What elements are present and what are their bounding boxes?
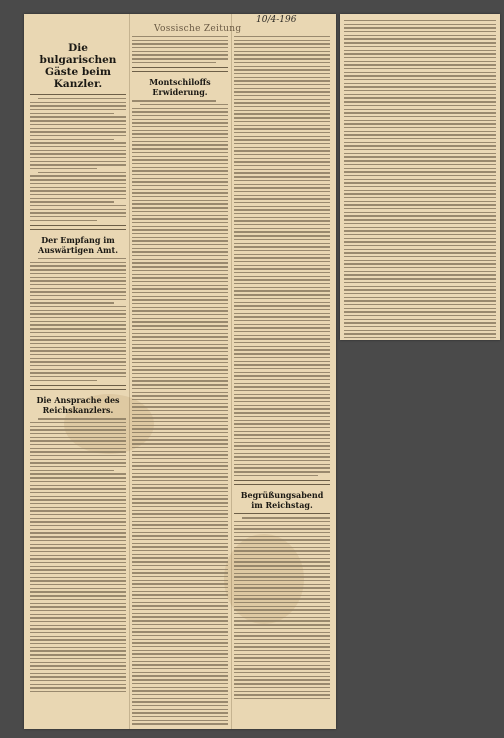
column-2 bbox=[132, 36, 228, 726]
continuation-clipping bbox=[340, 14, 500, 340]
article-body bbox=[344, 20, 496, 338]
article-title-guests: Die bulgarischen Gäste beim Kanzler. bbox=[39, 42, 117, 90]
article-body bbox=[30, 98, 126, 221]
masthead bbox=[154, 15, 304, 34]
article-body bbox=[30, 258, 126, 381]
column-1 bbox=[30, 36, 126, 726]
article-title-montchiloff: Montschiloffs Erwiderung. bbox=[149, 77, 211, 98]
article-body bbox=[234, 517, 330, 699]
column-divider bbox=[231, 14, 232, 729]
column-3 bbox=[234, 36, 330, 726]
column-divider bbox=[129, 14, 130, 729]
main-clipping bbox=[24, 14, 336, 729]
article-body bbox=[234, 36, 330, 476]
article-title-evening: Begrüßungsabend im Reichstag. bbox=[240, 490, 324, 511]
article-title-speech: Die Ansprache des Reichskanzlers. bbox=[36, 395, 120, 416]
article-body bbox=[132, 36, 228, 63]
newspaper-name: Vossische Zeitung bbox=[154, 24, 242, 34]
article-title-reception: Der Empfang im Auswärtigen Amt. bbox=[38, 235, 118, 256]
article-body bbox=[30, 418, 126, 692]
article-body bbox=[132, 100, 228, 725]
continuation-column bbox=[344, 20, 496, 338]
handwritten-date: 10/4-196 bbox=[256, 15, 297, 25]
